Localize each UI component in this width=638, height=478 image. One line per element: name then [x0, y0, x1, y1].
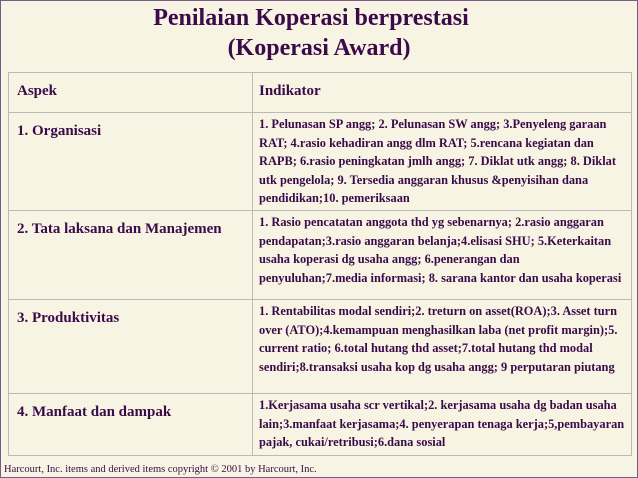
copyright-footer: Harcourt, Inc. items and derived items copyright © 2001 by Harcourt, Inc.: [4, 464, 317, 475]
indikator-cell: 1. Rentabilitas modal sendiri;2. treturn on asset(ROA);3. Asset turn over (ATO);4.kemampuan menghasilkan laba (net profit margin);5. current ratio; 6.total hutang thd asset;7.total hutang thd modal sendiri;8.transaksi usaha kop dg usaha angg; 9 perputaran piutang: [253, 299, 632, 393]
table-row: [9, 113, 632, 211]
table-row: [9, 299, 632, 393]
assessment-table: [8, 72, 632, 456]
aspek-cell: 3. Produktivitas: [9, 299, 253, 393]
aspek-cell: 4. Manfaat dan dampak: [9, 393, 253, 455]
table-header-row: [9, 73, 632, 113]
table-row: [9, 210, 632, 299]
indikator-cell: 1. Pelunasan SP angg; 2. Pelunasan SW angg; 3.Penyeleng garaan RAT; 4.rasio kehadiran angg dlm RAT; 5.rencana kegiatan dan RAPB; 6.rasio peningkatan jmlh angg; 7. Diklat utk angg; 8. Diklat utk pengelola; 9. Tersedia anggaran khusus &penyisihan dana pendidikan;10. pemeriksaan: [253, 113, 632, 211]
indikator-cell: 1. Rasio pencatatan anggota thd yg sebenarnya; 2.rasio anggaran pendapatan;3.rasio anggaran belanja;4.elisasi SHU; 5.Keterkaitan usaha koperasi dg usaha angg; 6.penerangan dan penyuluhan;7.media informasi; 8. sarana kantor dan usaha koperasi: [253, 210, 632, 299]
aspek-cell: 2. Tata laksana dan Manajemen: [9, 210, 253, 299]
slide-title: Penilaian Koperasi berprestasi: [153, 5, 469, 31]
table-row: [9, 393, 632, 455]
slide-subtitle: (Koperasi Award): [227, 35, 411, 61]
aspek-cell: 1. Organisasi: [9, 113, 253, 211]
header-indikator: Indikator: [253, 73, 632, 113]
indikator-cell: 1.Kerjasama usaha scr vertikal;2. kerjasama usaha dg badan usaha lain;3.manfaat kerjasama;4. penyerapan tenaga kerja;5,pembayaran pajak, cukai/retribusi;6.dana sosial: [253, 393, 632, 455]
header-aspek: Aspek: [9, 73, 253, 113]
